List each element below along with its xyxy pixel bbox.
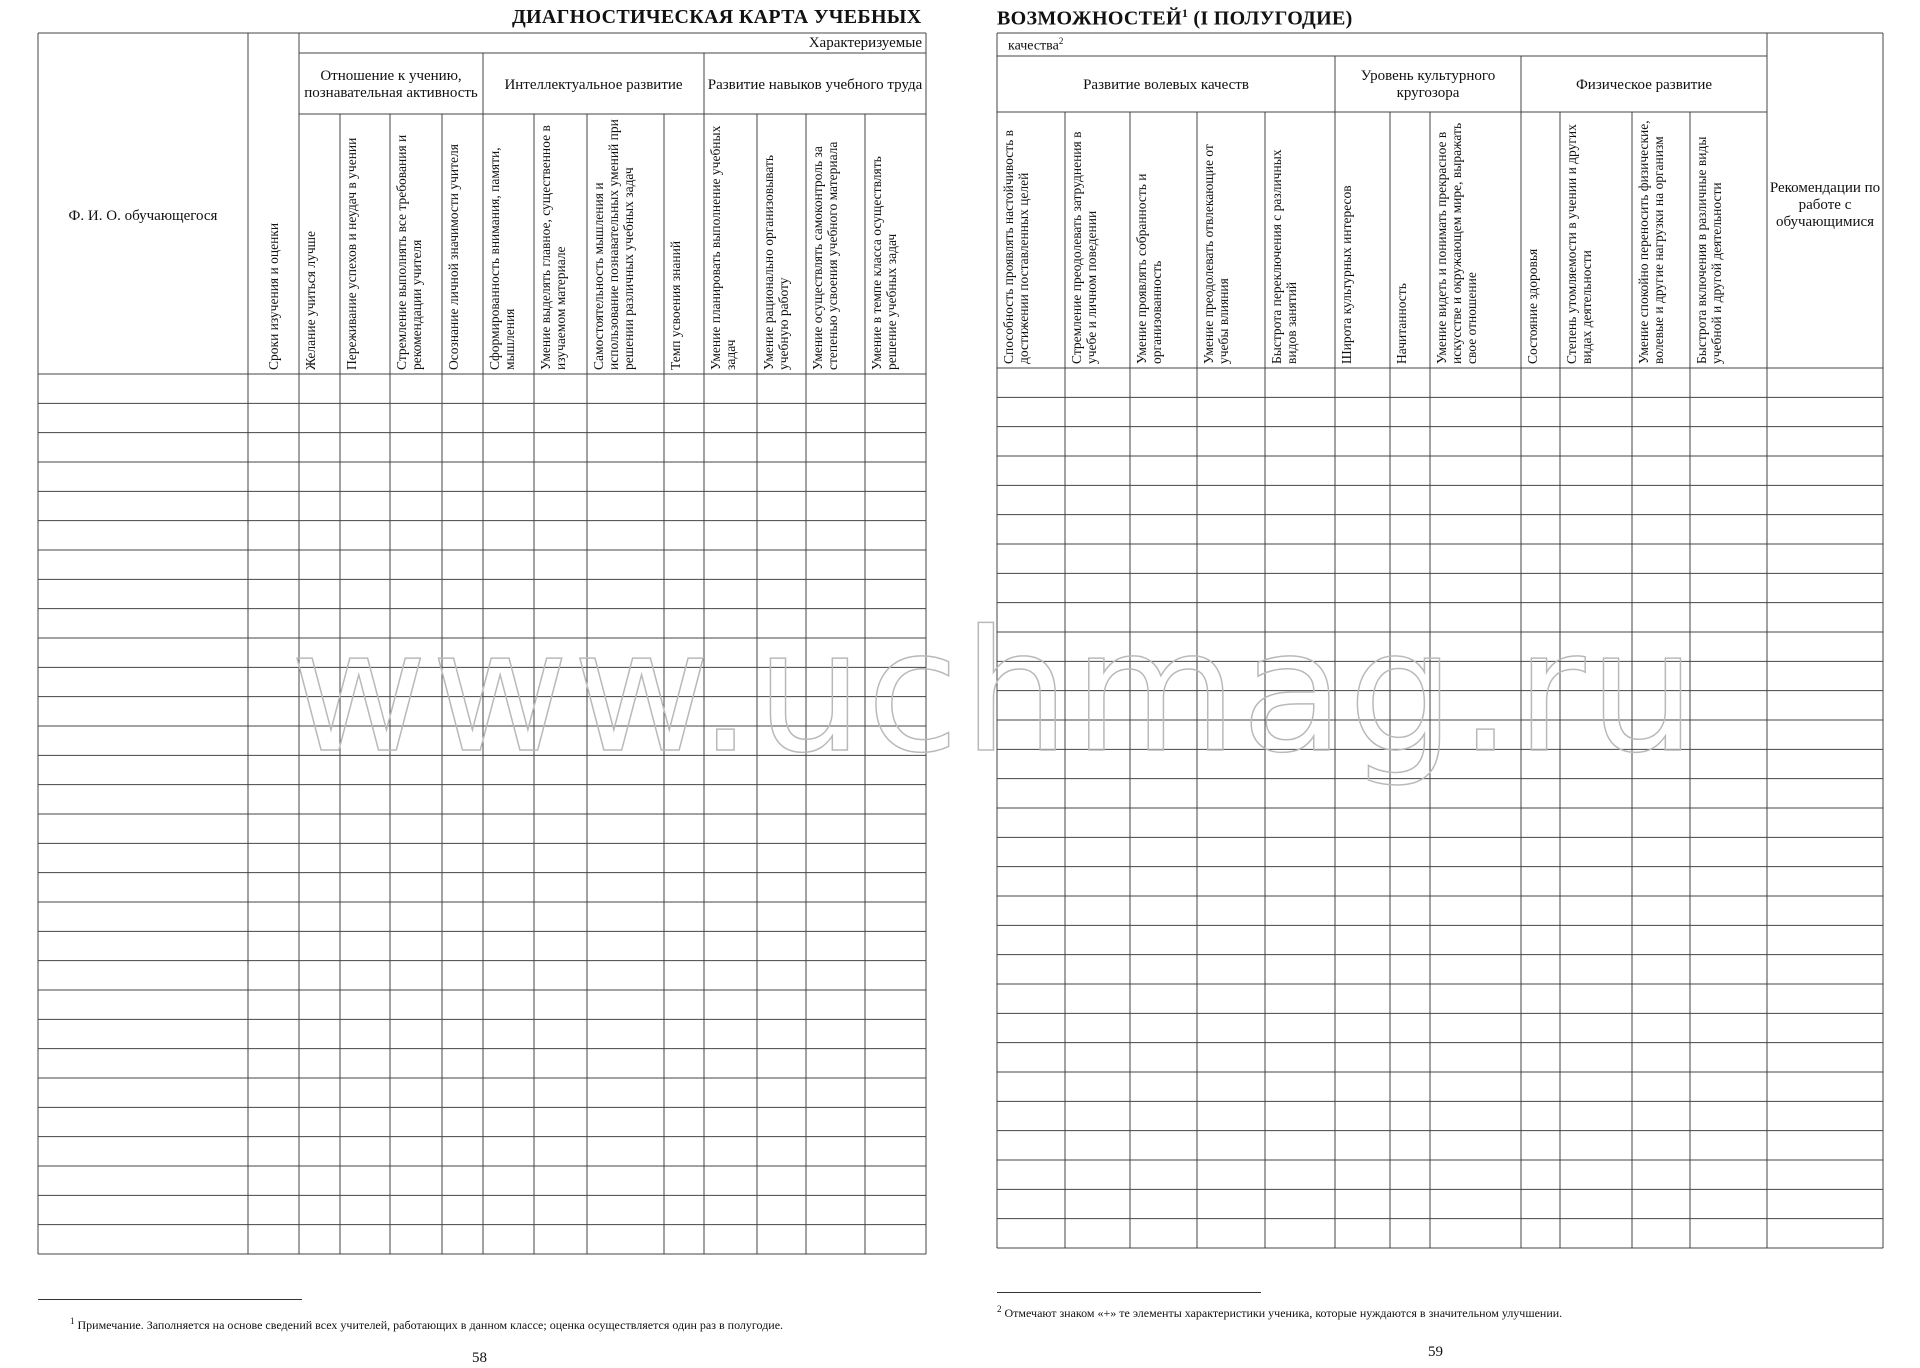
column-header-right: Быстрота включения в различные виды учебной и другой деятельности xyxy=(1694,136,1724,364)
column-header-right: Способность проявлять настойчивость в достижении поставленных целей xyxy=(1001,130,1031,364)
column-header-right: Умение видеть и понимать прекрасное в искусстве и окружающем мире, выражать свое отношение xyxy=(1434,122,1479,364)
column-header-right: Широта культурных интересов xyxy=(1339,185,1354,364)
group-header-physical: Физическое развитие xyxy=(1575,76,1713,93)
group-header-study-skills: Развитие навыков учебного труда xyxy=(707,76,923,93)
page-number-left: 58 xyxy=(472,1350,487,1366)
page-title-left: ДИАГНОСТИЧЕСКАЯ КАРТА УЧЕБНЫХ xyxy=(512,6,922,28)
column-header-left: Самостоятельность мышления и использование познавательных умений при решении различных учебных задач xyxy=(591,119,636,370)
column-header-left: Умение осуществлять самоконтроль за степенью усвоения учебного материала xyxy=(810,141,840,370)
sroki-header: Сроки изучения и оценки xyxy=(266,222,281,370)
watermark: www.uchmag.ru xyxy=(290,594,1700,790)
footnote-right: $^2$ Отмечают знаком «+» те элементы характеристики ученика, которые нуждаются в значительном улучшении. xyxy=(997,1304,1563,1320)
column-header-right: Умение спокойно переносить физические, волевые и другие нагрузки на организм xyxy=(1636,120,1666,364)
column-header-right: Быстрота переключения с различных видов занятий xyxy=(1269,149,1299,364)
top-label-left: Характеризуемые xyxy=(808,35,922,51)
column-header-right: Степень утомляемости в учении и других видах деятельности xyxy=(1564,124,1594,364)
group-header-culture: Уровень культурного кругозора xyxy=(1360,68,1496,101)
footnote-rule-right xyxy=(997,1292,1261,1293)
column-header-right: Начитанность xyxy=(1394,283,1409,364)
column-header-right: Умение преодолевать отвлекающие от учебы влияния xyxy=(1201,144,1231,364)
footnote-rule-left xyxy=(38,1299,302,1300)
column-header-left: Осознание личной значимости учителя xyxy=(446,144,461,370)
column-header-left: Желание учиться лучше xyxy=(303,230,318,370)
fio-header: Ф. И. О. обучающегося xyxy=(68,207,218,224)
column-header-left: Стремление выполнять все требования и рекомендации учителя xyxy=(394,134,424,370)
column-header-right: Умение проявлять собранность и организованность xyxy=(1134,173,1164,364)
column-header-left: Умение рационально организовывать учебную работу xyxy=(761,154,791,370)
page-number-right: 59 xyxy=(1428,1344,1443,1360)
column-header-left: Сформированность внимания, памяти, мышления xyxy=(487,147,517,370)
right-page xyxy=(960,0,1920,1368)
top-label-right: качества$^2$ xyxy=(1008,36,1064,54)
recommendations-header: Рекомендации по работе с обучающимися xyxy=(1769,179,1881,230)
column-header-right: Состояние здоровья xyxy=(1525,248,1540,364)
page-title-right: ВОЗМОЖНОСТЕЙ$^1$ (I ПОЛУГОДИЕ) xyxy=(997,6,1353,30)
column-header-left: Умение в темпе класса осуществлять решение учебных задач xyxy=(869,156,899,370)
group-header-will: Развитие волевых качеств xyxy=(1083,76,1249,93)
column-header-left: Переживание успехов и неудач в учении xyxy=(344,137,359,370)
column-header-right: Стремление преодолевать затруднения в учебе и личном поведении xyxy=(1069,131,1099,364)
group-header-intellect: Интеллектуальное развитие xyxy=(504,76,683,93)
footnote-left: $^1$ Примечание. Заполняется на основе сведений всех учителей, работающих в данном классе; оценка осуществляется один раз в полугодие. xyxy=(70,1316,784,1332)
column-header-left: Умение планировать выполнение учебных задач xyxy=(708,125,738,370)
group-header-attitude: Отношение к учению, познавательная активность xyxy=(304,68,478,101)
column-header-left: Темп усвоения знаний xyxy=(668,240,683,370)
column-header-left: Умение выделять главное, существенное в изучаемом материале xyxy=(538,125,568,370)
